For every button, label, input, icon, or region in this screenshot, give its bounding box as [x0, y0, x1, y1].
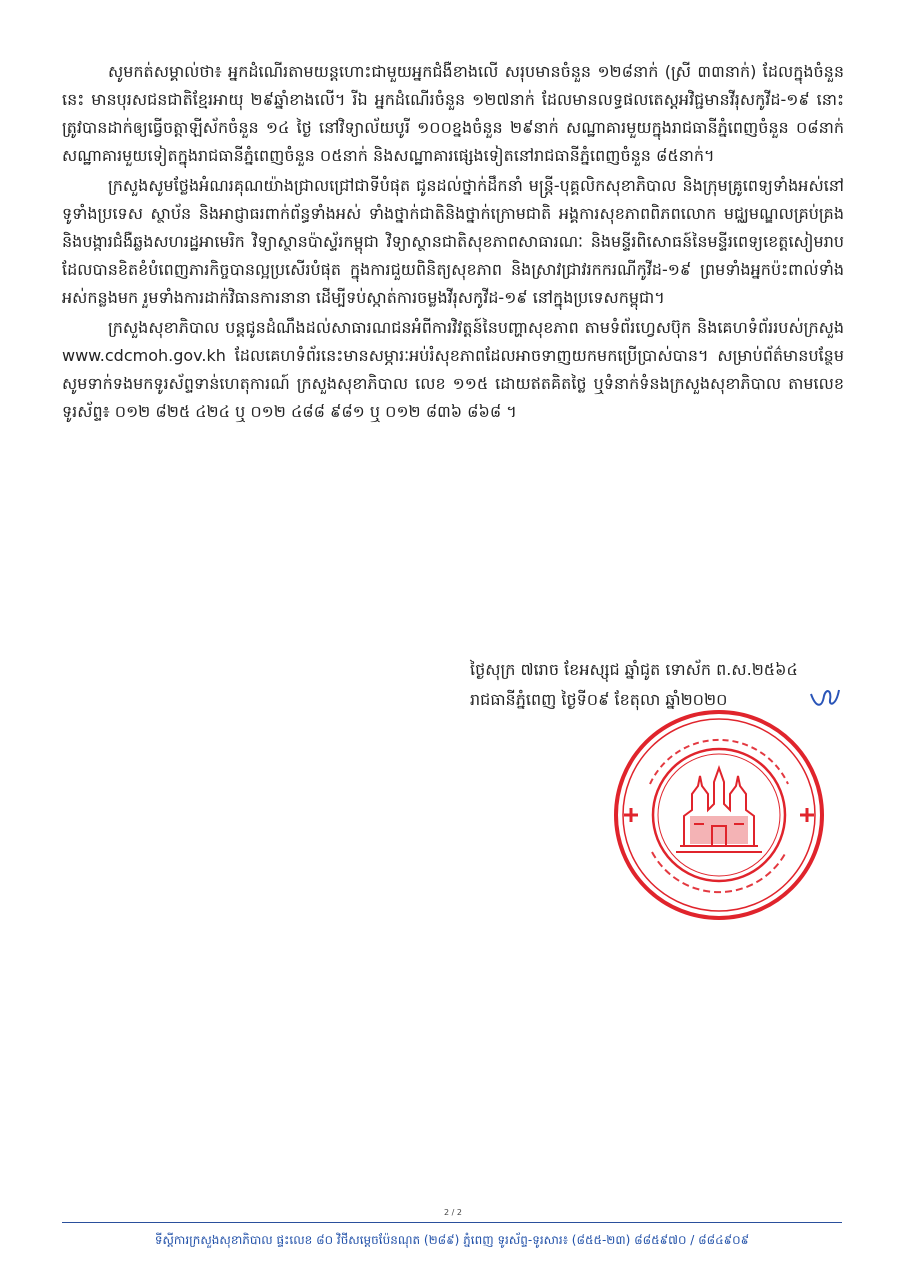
paragraph-acknowledgements: ក្រសួងសូមថ្លែងអំណរគុណយ៉ាងជ្រាលជ្រៅជាទីបំផុត ជូនដល់ថ្នាក់ដឹកនាំ មន្ត្រី-បុគ្គលិកសុខាភិបាល និងក្រុមគ្រូពេទ្យទាំងអស់នៅទូទាំងប្រទេស ស្ថាប័ន និងអាជ្ញាធរពាក់ព័ន្ធទាំងអស់ ទាំងថ្នាក់ជាតិនិងថ្នាក់ក្រោមជាតិ អង្គការសុខភាពពិភពលោក មជ្ឈមណ្ឌលគ្រប់គ្រង និងបង្ការជំងឺឆ្លងសហរដ្ឋអាមេរិក វិទ្យាស្ថានប៉ាស្ទ័រកម្ពុជា វិទ្យាស្ថានជាតិសុខភាពសាធារណៈ និងមន្ទីរពិសោធន៍នៃមន្ទីរពេទ្យខេត្តសៀមរាប ដែលបានខិតខំបំពេញភារកិច្ចបានល្អប្រសើរបំផុត ក្នុងការជួយពិនិត្យសុខភាព និងស្រាវជ្រាវរកករណីកូវីដ-១៩ ព្រមទាំងអ្នកប៉ះពាល់ទាំងអស់កន្លងមក រួមទាំងការដាក់វិធានការនានា ដើម្បីទប់ស្កាត់ការចម្លងវីរុសកូវីដ-១៩ នៅក្នុងប្រទេសកម្ពុជា។	[62, 176, 844, 307]
footer-address: ទីស្តីការក្រសួងសុខាភិបាល ផ្ទះលេខ ៨០ វិថីសម្តេចប៉ែនណុត (២៨៩) ភ្នំពេញ ទូរស័ព្ទ-ទូរសារ៖ (៨៥៥-២៣) ៨៨៥៩៧០ / ៨៨៤៩០៩	[154, 1233, 750, 1247]
solar-date: រាជធានីភ្នំពេញ ថ្ងៃទី០៩ ខែតុលា ឆ្នាំ២០២០	[470, 690, 728, 709]
footer-divider	[62, 1222, 842, 1223]
document-body	[62, 58, 844, 426]
paragraph-contact-info: ក្រសួងសុខាភិបាល បន្តជូនដំណឹងដល់សាធារណជនអំពីការវិវត្តន៍នៃបញ្ហាសុខភាព តាមទំព័រហ្វេសប៊ុក និងគេហទំព័ររបស់ក្រសួង www.cdcmoh.gov.kh ដែលគេហទំព័រនេះមានសម្ភារៈអប់រំសុខភាពដែលអាចទាញយកមកប្រើប្រាស់បាន។ សម្រាប់ព័ត៌មានបន្ថែម សូមទាក់ទងមកទូរស័ព្ទទាន់ហេតុការណ៍ ក្រសួងសុខាភិបាល លេខ ១១៥ ដោយឥតគិតថ្លៃ ឬទំនាក់ទំនងក្រសួងសុខាភិបាល តាមលេខទូរស័ព្ទ៖ ០១២ ៨២៥ ៤២៤ ឬ ០១២ ៤៨៨ ៩៨១ ឬ ០១២ ៨៣៦ ៨៦៨ ។	[62, 318, 844, 421]
lunar-date: ថ្ងៃសុក្រ ៧រោច ខែអស្សុជ ឆ្នាំជូត ទោស័ក ព.ស.២៥៦៤	[470, 660, 798, 679]
paragraph-passenger-summary: សូមកត់សម្គាល់ថា៖ អ្នកដំណើរតាមយន្តហោះជាមួយអ្នកជំងឺខាងលើ សរុបមានចំនួន ១២៨នាក់ (ស្រី ៣៣នាក់) ដែលក្នុងចំនួននេះ មានបុរសជនជាតិខ្មែរអាយុ ២៩ឆ្នាំខាងលើ។ រីឯ អ្នកដំណើរចំនួន ១២៧នាក់ ដែលមានលទ្ធផលតេស្តអវិជ្ជមានវីរុសកូវីដ-១៩ នោះ ត្រូវបានដាក់ឲ្យធ្វើចត្តាឡីស័កចំនួន ១៤ ថ្ងៃ នៅវិទ្យាល័យបូរី ១០០ខ្នងចំនួន ២៩នាក់ សណ្ឋាគារមួយក្នុងរាជធានីភ្នំពេញចំនួន ០៨នាក់ សណ្ឋាគារមួយទៀតក្នុងរាជធានីភ្នំពេញចំនួន ០៥នាក់ និងសណ្ឋាគារផ្សេងទៀតនៅរាជធានីភ្នំពេញចំនួន ៨៥នាក់។	[62, 62, 844, 165]
ministry-seal	[610, 706, 828, 924]
page-number: 2 / 2	[444, 1208, 462, 1217]
